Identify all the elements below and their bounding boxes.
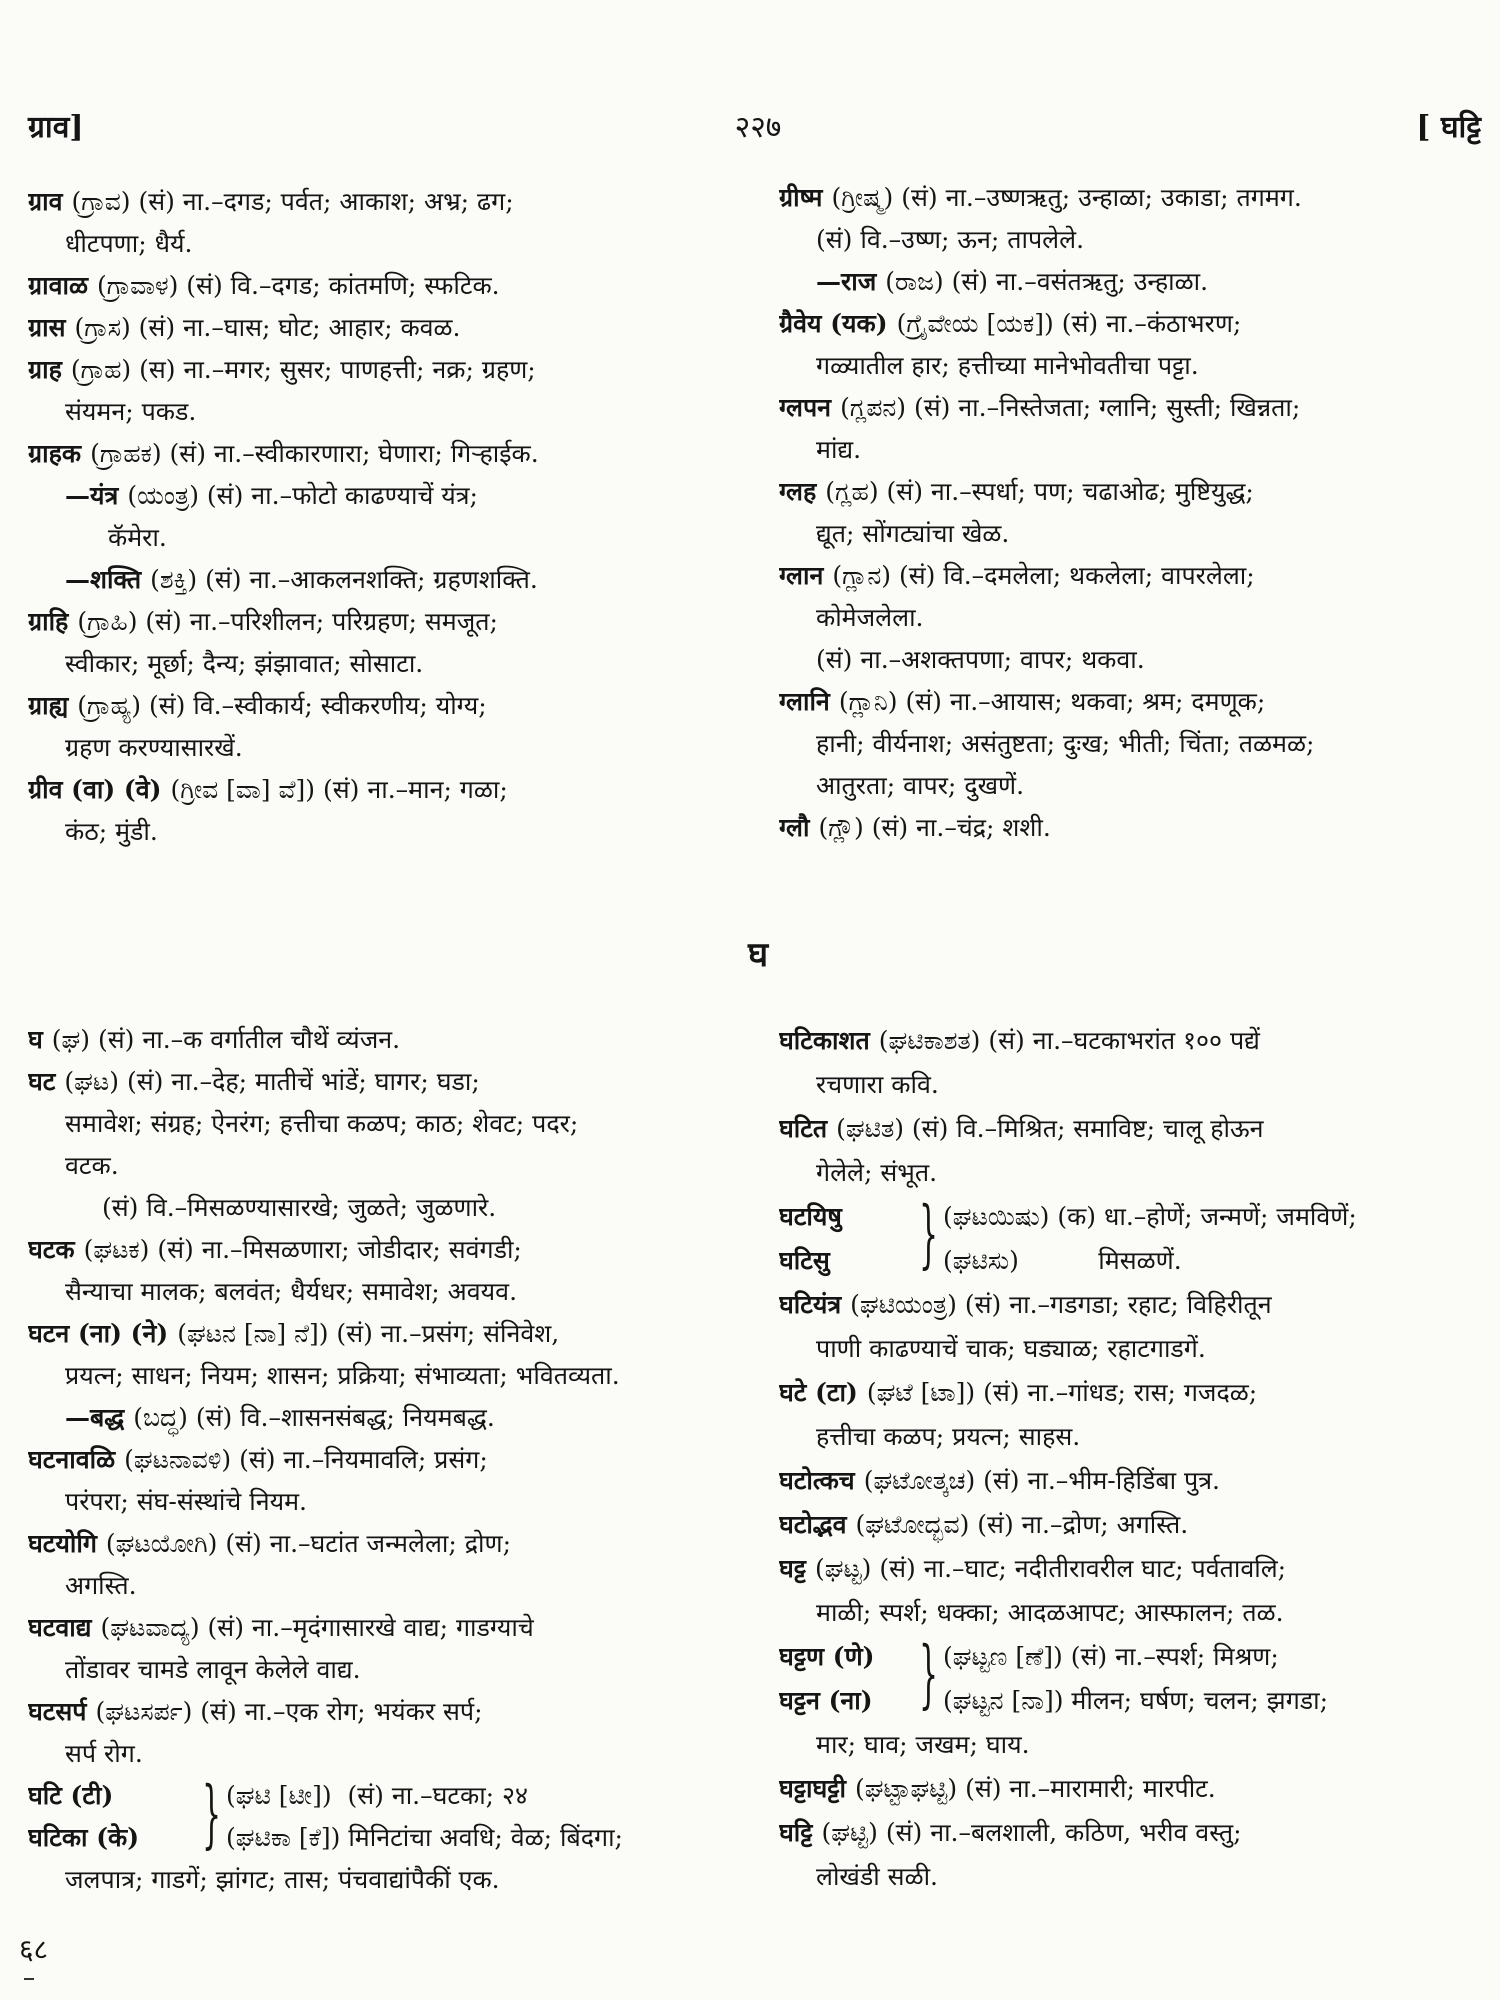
headword: ग्रैवेय (यक) [779, 309, 888, 338]
continuation-line [779, 597, 1481, 639]
entry-line [28, 433, 747, 475]
brace-mark [913, 1239, 943, 1283]
definition-text: (ಘಟಿಯಂತ್ರ) (सं) ना.–गडगडा; रहाट; विहिरीतून [850, 1290, 1272, 1319]
running-head-left: ग्राव] [28, 110, 84, 145]
definition-text: (ಘಟಿಕಾಶತ) (सं) ना.–घटकाभरांत १०० पद्यें [878, 1026, 1260, 1055]
continuation-line [28, 1271, 747, 1313]
column-top-right [779, 177, 1481, 857]
definition-text: स्वीकार; मूर्छा; दैन्य; झंझावात; सोसाटा. [65, 649, 424, 678]
footer-page-number: ६८ [19, 1933, 49, 1966]
continuation-line [779, 1151, 1481, 1195]
continuation-line [779, 1591, 1481, 1635]
headword: ग्लह [779, 477, 817, 506]
entry-line [28, 1229, 747, 1271]
headword: घट्ट [779, 1554, 807, 1583]
definition-text: आतुरता; वापर; दुखणें. [816, 771, 1025, 800]
sub-entry-line [28, 475, 747, 517]
definition-text: (ಘಟವಾದ್ಯ) (सं) ना.–मृदंगासारखे वाद्य; गाडग्याचे [100, 1613, 534, 1642]
definition-text: सर्प रोग. [65, 1739, 143, 1768]
definition-text: (ಗ್ರಾಹಿ) (सं) ना.–परिशीलन; परिग्रहण; समजूत; [77, 607, 498, 636]
definition-text: कंठ; मुंडी. [65, 817, 158, 846]
definition-text: (ಬದ್ಧ) (सं) वि.–शासनसंबद्ध; नियमबद्ध. [133, 1403, 495, 1432]
continuation-line [779, 1855, 1481, 1899]
continuation-line [28, 1481, 747, 1523]
definition-text: प्रयत्न; साधन; नियम; शासन; प्रक्रिया; संभाव्यता; भवितव्यता. [65, 1361, 620, 1390]
definition-text: (ಘಟೆ [ಟಾ]) (सं) ना.–गांधड; रास; गजदळ; [866, 1378, 1258, 1407]
definition-text: (ಗ್ರೈವೇಯ [ಯಕ]) (सं) ना.–कंठाभरण; [896, 309, 1242, 338]
definition-text: (ಘಟಿ [ಟೀ]) (सं) ना.–घटका; २४ [226, 1781, 529, 1810]
headword: ग्राहक [28, 439, 82, 468]
entry-line [28, 685, 747, 727]
definition-text: (ಯಂತ್ರ) (सं) ना.–फोटो काढण्याचें यंत्र; [127, 481, 478, 510]
definition-text: (ಘಟಸರ್ಪ) (सं) ना.–एक रोग; भयंकर सर्प; [95, 1697, 483, 1726]
entry-line [28, 181, 747, 223]
grouped-entry-line [779, 1679, 1481, 1723]
entry-line [779, 1459, 1481, 1503]
definition-text: (ಗ್ಲೌ) (सं) ना.–चंद्र; शशी. [818, 813, 1051, 842]
definition-text: (ಗ್ಲಾನಿ) (सं) ना.–आयास; थकवा; श्रम; दमणूक; [838, 687, 1266, 716]
definition-text: समावेश; संग्रह; ऐनरंग; हत्तीचा कळप; काठ; शेवट; पदर; [65, 1109, 579, 1138]
definition-text: (ಗ್ರಾವ) (सं) ना.–दगड; पर्वत; आकाश; अभ्र; ढग; [71, 187, 514, 216]
entry-line [28, 1313, 747, 1355]
headword: घटयोगि [28, 1529, 97, 1558]
sub-entry-line [28, 1397, 747, 1439]
definition-text: (ಘಟ) (सं) ना.–देह; मातीचें भांडें; घागर; घडा; [64, 1067, 480, 1096]
headword: —शक्ति [65, 565, 142, 594]
definition-text: (सं) ना.–अशक्तपणा; वापर; थकवा. [816, 645, 1145, 674]
definition-text: (ಘಟ್ಟಾಘಟ್ಟಿ) (सं) ना.–मारामारी; मारपीट. [854, 1774, 1216, 1803]
definition-text: (ಗ್ಲಪನ) (सं) ना.–निस्तेजता; ग्लानि; सुस्ती; खिन्नता; [840, 393, 1301, 422]
headword: घ [28, 1025, 43, 1054]
headword: ग्रावाळ [28, 271, 88, 300]
entry-line [28, 307, 747, 349]
definition-text: परंपरा; संघ-संस्थांचे नियम. [65, 1487, 307, 1516]
definition-text: गेलेले; संभूत. [816, 1158, 938, 1187]
continuation-line [28, 811, 747, 853]
definition-text: (ಘಟ್ಟನ [ನಾ]) मीलन; घर्षण; चलन; झगडा; [943, 1686, 1329, 1715]
sub-entry-line [28, 559, 747, 601]
headword: घटक [28, 1235, 75, 1264]
definition-text: (ಘಟ್ಟಿ) (सं) ना.–बलशाली, कठिण, भरीव वस्तु; [821, 1818, 1242, 1847]
definition-text: हानी; वीर्यनाश; असंतुष्टता; दुःख; भीती; चिंता; तळमळ; [816, 729, 1315, 758]
headword: घटन (ना) (ने) [28, 1319, 169, 1348]
headword: घटे (टा) [779, 1378, 858, 1407]
definition-text: वटक. [65, 1151, 119, 1180]
definition-text: (ಗ್ಲಾನ) (सं) वि.–दमलेला; थकलेला; वापरलेला; [832, 561, 1255, 590]
definition-text: (ಗ್ರಾಹಕ) (सं) ना.–स्वीकारणारा; घेणारा; गिऱ्हाईक. [90, 439, 539, 468]
headword: घटोत्कच [779, 1466, 855, 1495]
definition-text: (ರಾಜ) (सं) ना.–वसंतऋतु; उन्हाळा. [885, 267, 1209, 296]
headword: ग्लानि [779, 687, 830, 716]
definition-text: लोखंडी सळी. [816, 1862, 938, 1891]
definition-text: (ಗ್ರೀಷ್ಮ) (सं) ना.–उष्णऋतु; उन्हाळा; उकाडा; तगमग. [831, 183, 1302, 212]
continuation-line [779, 1063, 1481, 1107]
definition-text: रचणारा कवि. [816, 1070, 939, 1099]
definition-text: धीटपणा; धैर्य. [65, 229, 193, 258]
headword: ग्लान [779, 561, 824, 590]
headword: ग्रीव (वा) (वे) [28, 775, 162, 804]
grouped-entry-line [779, 1239, 1481, 1283]
continuation-line [779, 513, 1481, 555]
continuation-line [779, 765, 1481, 807]
definition-text: मार; घाव; जखम; घाय. [816, 1730, 1030, 1759]
headword: घट्टाघट्टी [779, 1774, 846, 1803]
definition-text: अगस्ति. [65, 1571, 137, 1600]
continuation-line [779, 429, 1481, 471]
definition-text: (ಘಟ್ಟ) (सं) ना.–घाट; नदीतीरावरील घाट; पर्वतावलि; [815, 1554, 1287, 1583]
continuation-line [779, 723, 1481, 765]
definition-text: कोमेजलेला. [816, 603, 924, 632]
entry-line [779, 1811, 1481, 1855]
entry-line [28, 1439, 747, 1481]
headword: घट्टि [779, 1818, 813, 1847]
sense-line [779, 639, 1481, 681]
definition-text: तोंडावर चामडे लावून केलेले वाद्य. [65, 1655, 361, 1684]
running-head-right: [ घट्टि [1416, 110, 1481, 145]
continuation-line [28, 1859, 747, 1901]
grouped-entry-line [28, 1817, 747, 1859]
definition-text: ग्रहण करण्यासारखें. [65, 733, 243, 762]
definition-text: गळ्यातील हार; हत्तीच्या मानेभोवतीचा पट्टा. [816, 351, 1199, 380]
column-bottom-right [779, 1019, 1481, 1909]
entry-line [779, 681, 1481, 723]
entry-line [779, 1283, 1481, 1327]
sub-entry-line [779, 261, 1481, 303]
entry-line [28, 1523, 747, 1565]
continuation-line [779, 1723, 1481, 1767]
continuation-line [28, 643, 747, 685]
sense-line [779, 219, 1481, 261]
continuation-line [28, 1565, 747, 1607]
definition-text: सैन्याचा मालक; बलवंत; धैर्यधर; समावेश; अवयव. [65, 1277, 518, 1306]
brace-mark [196, 1772, 226, 1859]
sense-line [28, 1187, 747, 1229]
continuation-line [28, 391, 747, 433]
headword: घटनावळि [28, 1445, 116, 1474]
definition-text: (ಘಟನ [ನಾ] ನೆ]) (सं) ना.–प्रसंग; संनिवेश, [177, 1319, 560, 1348]
page-number: २२७ [734, 110, 782, 145]
definition-text: कॅमेरा. [108, 523, 167, 552]
definition-text: (ಘಟನಾವಳಿ) (सं) ना.–नियमावलि; प्रसंग; [124, 1445, 488, 1474]
definition-text: (सं) वि.–उष्ण; ऊन; तापलेले. [816, 225, 1085, 254]
definition-text: (ಗ್ರಾಹ) (स) ना.–मगर; सुसर; पाणहत्ती; नक्र; ग्रहण; [70, 355, 536, 384]
headword: घटियंत्र [779, 1290, 842, 1319]
entry-line [28, 1061, 747, 1103]
column-bottom-left [28, 1019, 747, 1909]
entry-line [779, 177, 1481, 219]
footer-tick-mark [24, 1978, 34, 1980]
headword: घटिका (के) [28, 1823, 140, 1852]
entry-line [779, 303, 1481, 345]
entry-line [779, 1371, 1481, 1415]
headword: ग्रास [28, 313, 66, 342]
headword: ग्राहि [28, 607, 69, 636]
definition-text: (ಘಟೋತ್ಕಚ) (सं) ना.–भीम-हिडिंबा पुत्र. [863, 1466, 1220, 1495]
headword: ग्लौ [779, 813, 810, 842]
entry-line [28, 1691, 747, 1733]
definition-text: जलपात्र; गाडगें; झांगट; तास; पंचवाद्यांपैकीं एक. [65, 1865, 500, 1894]
brace-mark [913, 1192, 943, 1279]
brace-glyph: } [202, 1772, 222, 1859]
headword: घटसर्प [28, 1697, 87, 1726]
definition-text: (सं) वि.–मिसळण्यासारखे; जुळते; जुळणारे. [102, 1193, 497, 1222]
entry-line [779, 1547, 1481, 1591]
entry-line [779, 387, 1481, 429]
continuation-line [28, 1355, 747, 1397]
brace-mark [913, 1632, 943, 1719]
definition-text: (ಘ) (सं) ना.–क वर्गातील चौथें व्यंजन. [51, 1025, 401, 1054]
continuation-line [28, 1145, 747, 1187]
headword: घट्टन (ना) [779, 1686, 873, 1715]
brace-glyph: } [919, 1192, 939, 1279]
headword: —राज [816, 267, 877, 296]
definition-text: (ಘಟಿಸು) मिसळणें. [943, 1246, 1182, 1275]
continuation-line [28, 1649, 747, 1691]
definition-text: द्यूत; सोंगट्यांचा खेळ. [816, 519, 1010, 548]
headword: ग्राह्य [28, 691, 69, 720]
headword: घटोद्भव [779, 1510, 847, 1539]
continuation-line [28, 223, 747, 265]
entry-line [779, 807, 1481, 849]
headword: घटवाद्य [28, 1613, 92, 1642]
entry-line [28, 601, 747, 643]
entry-line [779, 471, 1481, 513]
definition-text: (ಘಟೋದ್ಭವ) (सं) ना.–द्रोण; अगस्ति. [855, 1510, 1189, 1539]
definition-text: (ಘಟಿಕಾ [ಕೆ]) मिनिटांचा अवधि; वेळ; बिंदगा; [226, 1823, 623, 1852]
definition-text: (ಘಟ್ಟಣ [ಣೆ]) (सं) ना.–स्पर्श; मिश्रण; [943, 1642, 1279, 1671]
brace-glyph: } [919, 1632, 939, 1719]
brace-mark [913, 1679, 943, 1723]
entry-line [779, 1107, 1481, 1151]
entry-line [779, 1767, 1481, 1811]
headword: —बद्ध [65, 1403, 125, 1432]
headword: घट्टण (णे) [779, 1642, 875, 1671]
headword: ग्लपन [779, 393, 832, 422]
definition-text: पाणी काढण्याचें चाक; घड्याळ; रहाटगाडगें. [816, 1334, 1206, 1363]
headword: ग्राव [28, 187, 63, 216]
definition-text: संयमन; पकड. [65, 397, 197, 426]
definition-text: (ಗ್ರೀವ [ವಾ] ವೆ]) (सं) ना.–मान; गळा; [170, 775, 508, 804]
definition-text: (ಶಕ್ತಿ) (सं) ना.–आकलनशक्ति; ग्रहणशक्ति. [150, 565, 538, 594]
definition-text: (ಘಟಕ) (सं) ना.–मिसळणारा; जोडीदार; सवंगडी; [83, 1235, 522, 1264]
headword: घटिकाशत [779, 1026, 870, 1055]
continuation-line [779, 1415, 1481, 1459]
entry-line [28, 769, 747, 811]
headword: ग्रीष्म [779, 183, 823, 212]
definition-text: (ಗ್ರಾಸ) (सं) ना.–घास; घोट; आहार; कवळ. [74, 313, 461, 342]
entry-line [28, 265, 747, 307]
definition-text: (ಗ್ಲಹ) (सं) ना.–स्पर्धा; पण; चढाओढ; मुष्टियुद्ध; [825, 477, 1254, 506]
continuation-line [28, 1103, 747, 1145]
continuation-line [28, 1733, 747, 1775]
headword: —यंत्र [65, 481, 119, 510]
headword: घट [28, 1067, 56, 1096]
entry-line [779, 555, 1481, 597]
definition-text: (ಘಟಿತ) (सं) वि.–मिश्रित; समाविष्ट; चालू होऊन [836, 1114, 1264, 1143]
headword: घटिसु [779, 1246, 830, 1275]
definition-text: (ಗ್ರಾವಾಳ) (सं) वि.–दगड; कांतमणि; स्फटिक. [96, 271, 500, 300]
brace-mark [196, 1817, 226, 1859]
continuation-line [779, 1327, 1481, 1371]
definition-text: (ಘಟಯೋಗಿ) (सं) ना.–घटांत जन्मलेला; द्रोण; [105, 1529, 512, 1558]
column-top-left [28, 181, 747, 861]
headword: ग्राह [28, 355, 62, 384]
entry-line [28, 349, 747, 391]
continuation-line [28, 727, 747, 769]
entry-line [779, 1503, 1481, 1547]
definition-text: (ಘಟಯಿಷು) (क) धा.–होणें; जन्मणें; जमविणें; [943, 1202, 1357, 1231]
definition-text: (ಗ್ರಾಹ್ಯ) (सं) वि.–स्वीकार्य; स्वीकरणीय; योग्य; [77, 691, 487, 720]
headword: घटयिषु [779, 1202, 842, 1231]
sub-continuation-line [28, 517, 747, 559]
definition-text: हत्तीचा कळप; प्रयत्न; साहस. [816, 1422, 1081, 1451]
definition-text: माळी; स्पर्श; धक्का; आदळआपट; आस्फालन; तळ. [816, 1598, 1284, 1627]
definition-text: मांद्य. [816, 435, 862, 464]
entry-line [28, 1019, 747, 1061]
entry-line [779, 1019, 1481, 1063]
continuation-line [779, 345, 1481, 387]
headword: घटित [779, 1114, 828, 1143]
entry-line [28, 1607, 747, 1649]
headword: घटि (टी) [28, 1781, 114, 1810]
section-heading: घ [747, 935, 769, 975]
